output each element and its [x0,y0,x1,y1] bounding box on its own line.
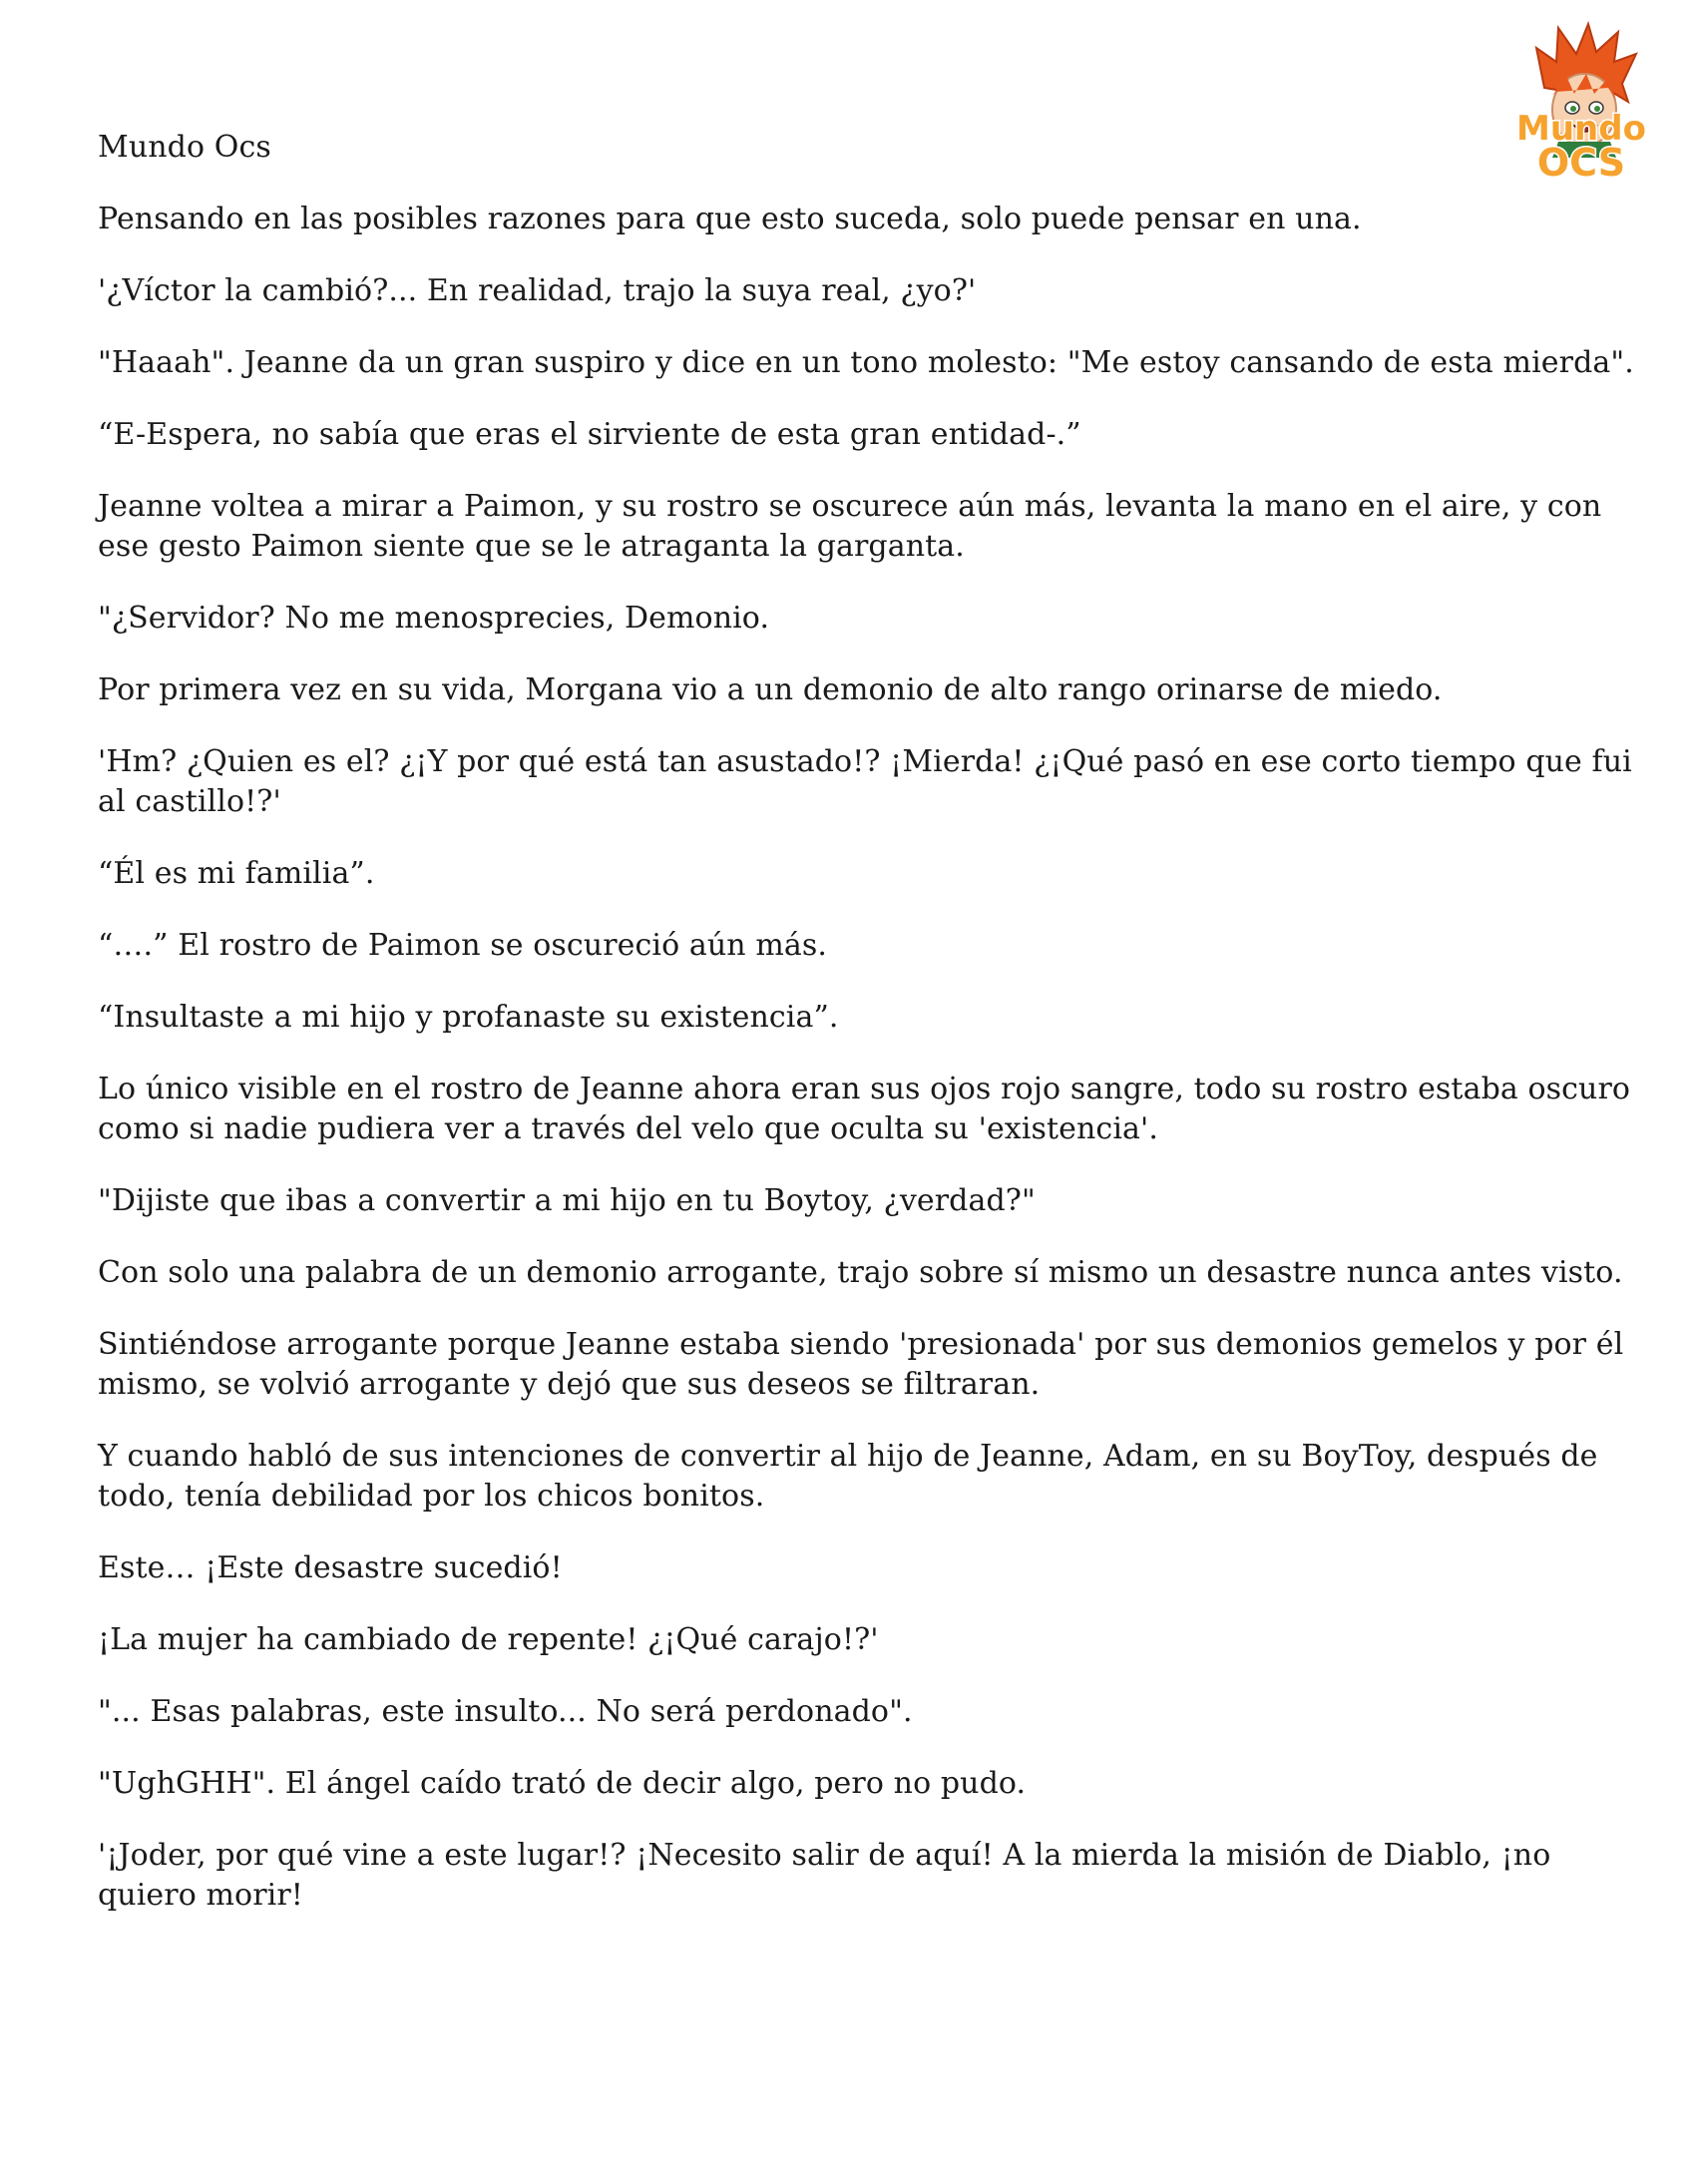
paragraph: '¡Joder, por qué vine a este lugar!? ¡Necesito salir de aquí! A la mierda la misión de Diablo, ¡no quiero morir! [98,1838,1551,1913]
paragraph: "... Esas palabras, este insulto... No será perdonado". [98,1694,913,1729]
paragraph: "¿Servidor? No me menosprecies, Demonio. [98,601,770,636]
svg-text:Mundo: Mundo [1516,109,1646,149]
paragraph: "Haaah". Jeanne da un gran suspiro y dice en un tono molesto: "Me estoy cansando de esta mierda". [98,345,1634,380]
paragraph: “Él es mi familia”. [98,856,375,891]
paragraph: "Dijiste que ibas a convertir a mi hijo en tu Boytoy, ¿verdad?" [98,1183,1036,1218]
paragraph: Lo único visible en el rostro de Jeanne ahora eran sus ojos rojo sangre, todo su rostro estaba oscuro como si nadie pudiera ver a través del velo que oculta su 'existencia'. [98,1072,1631,1146]
paragraph: Sintiéndose arrogante porque Jeanne estaba siendo 'presionada' por sus demonios gemelos y por él mismo, se volvió arrogante y dejó que sus deseos se filtraran. [98,1327,1624,1402]
paragraph: "UghGHH". El ángel caído trató de decir algo, pero no pudo. [98,1766,1027,1801]
paragraph: Jeanne voltea a mirar a Paimon, y su rostro se oscurece aún más, levanta la mano en el aire, y con ese gesto Paimon siente que se le atraganta la garganta. [98,489,1602,564]
paragraph: Por primera vez en su vida, Morgana vio a un demonio de alto rango orinarse de miedo. [98,672,1443,707]
paragraph: Con solo una palabra de un demonio arrogante, trajo sobre sí mismo un desastre nunca antes visto. [98,1255,1623,1290]
paragraph: ¡La mujer ha cambiado de repente! ¿¡Qué carajo!?' [98,1622,879,1657]
paragraph: Este… ¡Este desastre sucedió! [98,1550,563,1585]
paragraph: '¿Víctor la cambió?... En realidad, trajo la suya real, ¿yo?' [98,273,977,308]
paragraph: Y cuando habló de sus intenciones de convertir al hijo de Jeanne, Adam, en su BoyToy, después de todo, tenía debilidad por los chicos bonitos. [98,1439,1598,1514]
paragraph: “E-Espera, no sabía que eras el sirviente de esta gran entidad-.” [98,417,1081,452]
document-body [98,128,1634,1948]
paragraph: “….” El rostro de Paimon se oscureció aún más. [98,928,828,963]
paragraph: 'Hm? ¿Quien es el? ¿¡Y por qué está tan asustado!? ¡Mierda! ¿¡Qué pasó en ese corto tiempo que fui al castillo!?' [98,744,1632,819]
document-title: Mundo Ocs [98,130,271,165]
paragraph: Pensando en las posibles razones para que esto suceda, solo puede pensar en una. [98,202,1362,236]
paragraph: “Insultaste a mi hijo y profanaste su existencia”. [98,1000,839,1035]
svg-text:OCS: OCS [1536,141,1626,185]
